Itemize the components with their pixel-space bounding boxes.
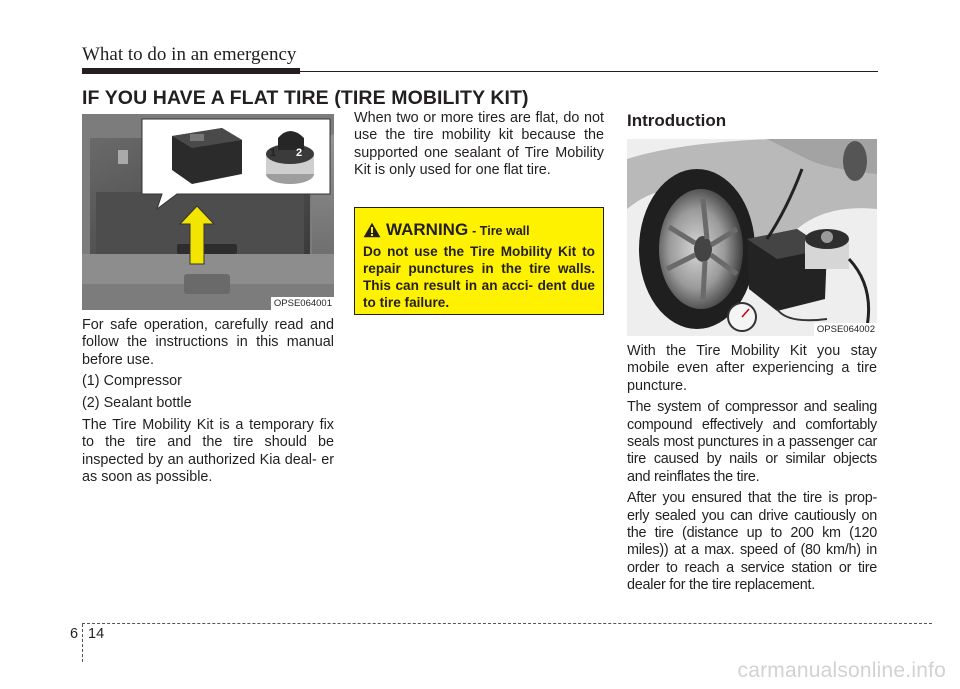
callout-label-1: 1 [270,147,277,159]
tire-inflation-illustration [627,139,877,336]
figure-cargo-kit [82,114,334,310]
column2-para1: When two or more tires are flat, do not use the tire mobility kit because the supported one sealant of Tire Mobility Kit is only used for one flat tire. [354,110,604,178]
column1-item1: (1) Compressor [82,373,182,390]
warning-text: Do not use the Tire Mobility Kit to repair punctures in the tire walls. This can result in an acci- dent due to tire failure. [363,244,595,310]
introduction-heading: Introduction [627,111,727,130]
warning-subtitle: - Tire wall [472,224,530,238]
figure2-code: OPSE064002 [814,323,877,336]
column3-para3: After you ensured that the tire is prop- erly sealed you can drive cautiously on the tire (distance up to 200 km (120 miles)) at a max. speed of (80 km/h) in order to reach a service station or tire dealer for the tire replacement. [627,490,877,593]
header-title: What to do in an emergency [82,44,297,65]
column3-text [627,343,877,594]
figure1-code: OPSE064001 [271,297,334,310]
page-chapter: 6 [70,626,79,642]
column2-text [354,110,604,179]
footer-divider [82,624,83,662]
callout-label-2: 2 [296,147,303,159]
column1-para1: For safe operation, carefully read and follow the instructions in this manual before use. [82,317,334,368]
section-title: IF YOU HAVE A FLAT TIRE (TIRE MOBILITY KIT) [82,87,529,109]
header-rule-thin [82,71,878,72]
page-number: 14 [88,626,105,642]
warning-box [354,207,604,315]
column1-item2: (2) Sealant bottle [82,395,192,412]
watermark: carmanualsonline.info [737,659,946,682]
column3-para2: The system of compressor and sealing compound effectively and comfortably seals most punctures in a passenger car tire caused by nails or similar objects and reinflates the tire. [627,399,877,485]
cargo-kit-illustration [82,114,334,310]
warning-triangle-icon [363,222,381,238]
column3-para1: With the Tire Mobility Kit you stay mobile even after experiencing a tire puncture. [627,343,877,394]
warning-word: WARNING [386,220,469,239]
column1-para2: The Tire Mobility Kit is a temporary fix to the tire and the tire should be inspected by an authorized Kia deal- er as soon as possible. [82,416,334,485]
footer-rule [82,623,932,624]
warning-header [363,220,595,240]
column1-text [82,317,334,486]
figure-tire-inflation [627,139,877,336]
